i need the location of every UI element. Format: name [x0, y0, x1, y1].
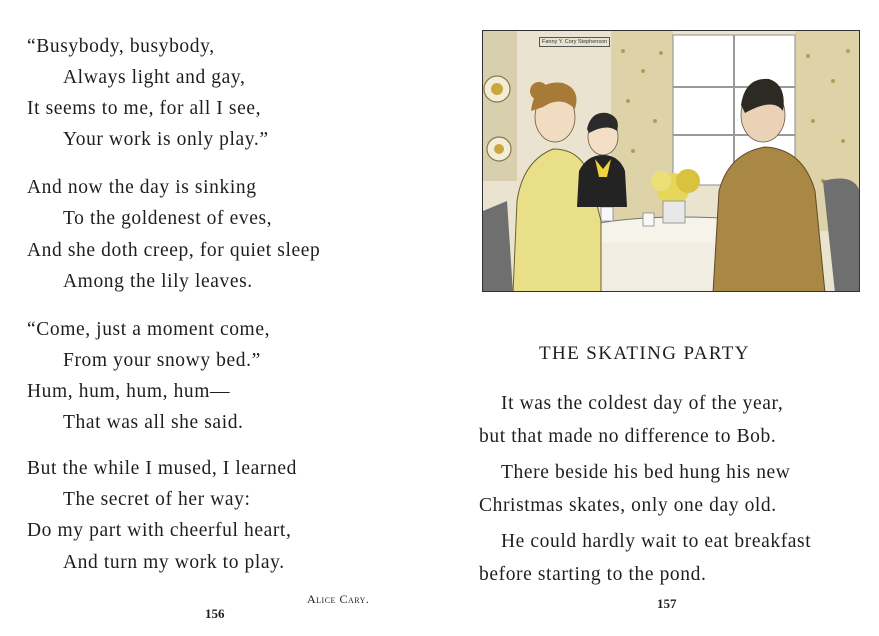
poem-line: That was all she said.: [63, 412, 244, 433]
illustrator-signature: Fanny Y. Cory Stephenson: [539, 37, 610, 47]
story-line: before starting to the pond.: [479, 564, 707, 585]
poem-line: It seems to me, for all I see,: [27, 98, 262, 119]
story-line: Christmas skates, only one day old.: [479, 495, 777, 516]
family-breakfast-illustration: [482, 30, 860, 292]
poem-line: Do my part with cheerful heart,: [27, 520, 292, 541]
poem-line: To the goldenest of eves,: [63, 208, 273, 229]
illustration-drawing: [483, 31, 860, 292]
story-line: He could hardly wait to eat breakfast: [501, 531, 812, 552]
poem-author: Alice Cary.: [307, 592, 370, 606]
poem-line: Always light and gay,: [63, 67, 246, 88]
poem-line: The secret of her way:: [63, 489, 251, 510]
page-number-right: 157: [657, 596, 677, 611]
poem-line: “Busybody, busybody,: [27, 36, 215, 57]
poem-line: From your snowy bed.”: [63, 350, 261, 371]
page-number-left: 156: [205, 606, 225, 621]
story-line: but that made no difference to Bob.: [479, 426, 777, 447]
poem-line: Your work is only play.”: [63, 129, 269, 150]
story-line: There beside his bed hung his new: [501, 462, 791, 483]
poem-line: And turn my work to play.: [63, 552, 285, 573]
poem-line: Among the lily leaves.: [63, 271, 253, 292]
story-line: It was the coldest day of the year,: [501, 393, 784, 414]
right-page: [440, 0, 879, 636]
poem-line: And now the day is sinking: [27, 177, 257, 198]
poem-line: “Come, just a moment come,: [27, 319, 271, 340]
poem-line: And she doth creep, for quiet sleep: [27, 240, 321, 261]
poem-line: But the while I mused, I learned: [27, 458, 297, 479]
poem-line: Hum, hum, hum, hum—: [27, 381, 231, 402]
story-heading: THE SKATING PARTY: [539, 343, 750, 364]
